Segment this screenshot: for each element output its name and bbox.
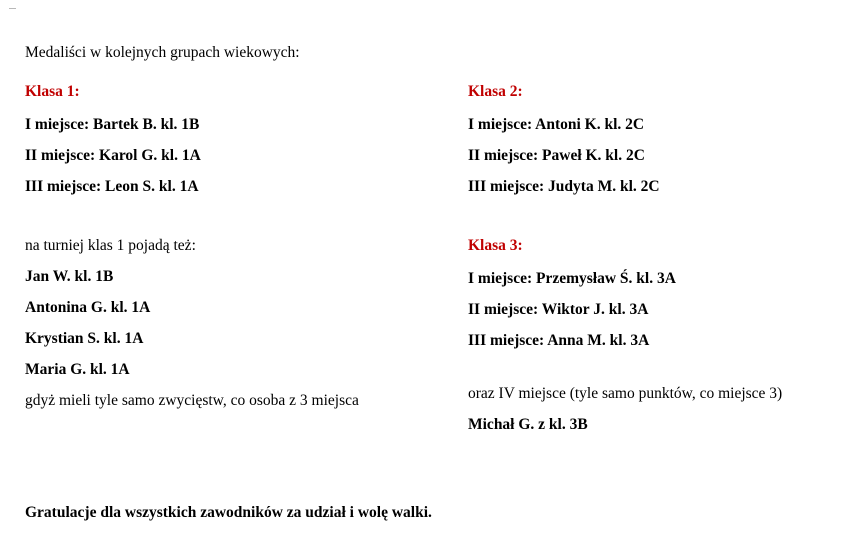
spacer (468, 208, 848, 236)
result-line: III miejsce: Leon S. kl. 1A (25, 178, 199, 195)
section-heading-klasa-2: Klasa 2: (468, 83, 523, 100)
result-line: III miejsce: Anna M. kl. 3A (468, 332, 650, 349)
result-line: III miejsce: Judyta M. kl. 2C (468, 178, 660, 195)
spacer (468, 362, 848, 384)
extra-note-line: oraz IV miejsce (tyle samo punktów, co miejsce 3) (468, 385, 783, 402)
section-heading-klasa-3: Klasa 3: (468, 237, 523, 254)
extra-intro-line: na turniej klas 1 pojadą też: (25, 237, 196, 254)
extra-name-line: Jan W. kl. 1B (25, 268, 114, 285)
footer-paragraph: Gratulacje dla wszystkich zawodników za udział i wolę walki. (25, 503, 432, 521)
extra-name-line: Antonina G. kl. 1A (25, 299, 151, 316)
result-line: I miejsce: Antoni K. kl. 2C (468, 116, 645, 133)
result-line: II miejsce: Wiktor J. kl. 3A (468, 301, 649, 318)
result-line: I miejsce: Bartek B. kl. 1B (25, 116, 200, 133)
extra-name-line: Maria G. kl. 1A (25, 361, 130, 378)
result-line: II miejsce: Paweł K. kl. 2C (468, 147, 645, 164)
section-heading-klasa-1: Klasa 1: (25, 83, 80, 100)
result-line: II miejsce: Karol G. kl. 1A (25, 147, 201, 164)
page-margin-mark (9, 8, 16, 9)
intro-paragraph: Medaliści w kolejnych grupach wiekowych: (25, 43, 300, 61)
right-column (468, 82, 848, 446)
extra-name-line: Krystian S. kl. 1A (25, 330, 144, 347)
extra-note-line: gdyż mieli tyle samo zwycięstw, co osoba z 3 miejsca (25, 392, 359, 409)
result-line: I miejsce: Przemysław Ś. kl. 3A (468, 270, 676, 287)
extra-name-line: Michał G. z kl. 3B (468, 416, 588, 433)
spacer (25, 208, 455, 236)
left-column (25, 82, 455, 422)
